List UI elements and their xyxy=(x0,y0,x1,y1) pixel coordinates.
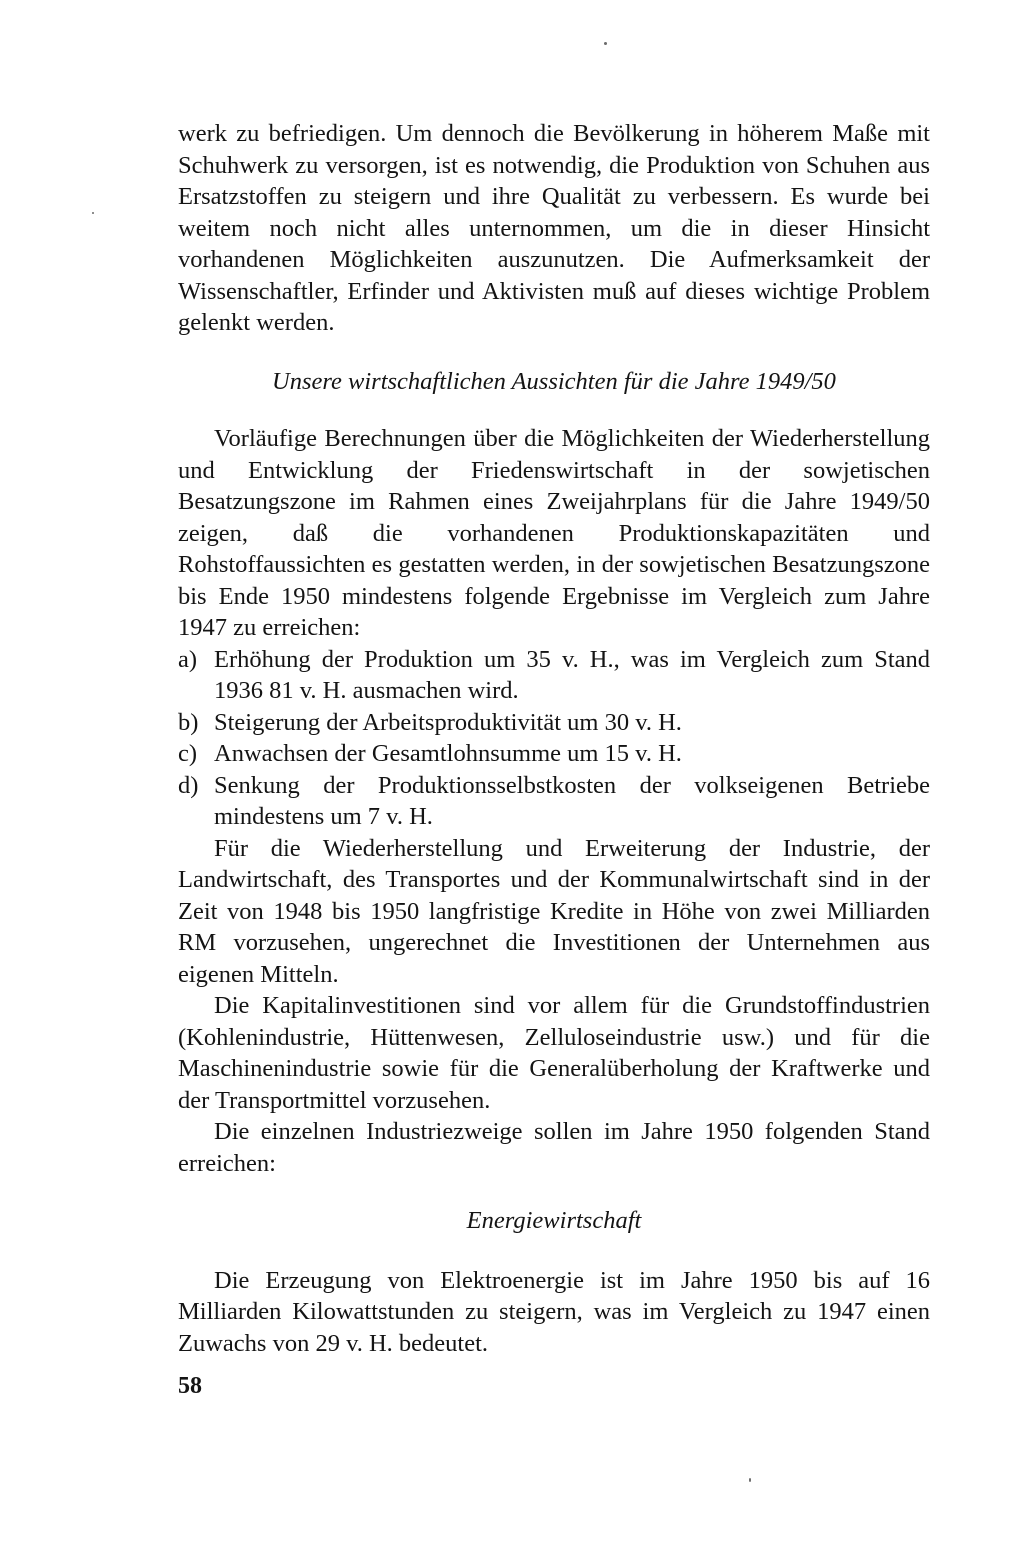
list-item xyxy=(178,707,930,739)
goals-list xyxy=(178,644,930,833)
list-item-text: Steigerung der Arbeitsproduktivität um 30 v. H. xyxy=(214,708,682,736)
paragraph-shoe-production: werk zu befriedigen. Um dennoch die Bevölkerung in höherem Maße mit Schuhwerk zu versorgen, ist es notwendig, die Produktion von Schuhen aus Ersatzstoffen zu steigern und ihre Qualität zu verbessern. Es wurde bei weitem noch nicht alles unternommen, um die in dieser Hinsicht vorhandenen Möglichkeiten auszunutzen. Die Aufmerksamkeit der Wissenschaftler, Erfinder und Aktivisten muß auf dieses wichtige Problem gelenkt werden. xyxy=(178,120,930,336)
paper-speck xyxy=(604,42,607,45)
list-item xyxy=(178,644,930,707)
paragraph-preliminary-calculations: Vorläufige Berechnungen über die Möglichkeiten der Wiederherstellung und Entwicklung der Friedenswirtschaft in der sowjetischen Besatzungszone im Rahmen eines Zweijahrplans für die Jahre 1949/50 zeigen, daß die vorhandenen Produktionskapazitäten und Rohstoffaussichten es gestatten werden, in der sowjetischen Besatzungszone bis Ende 1950 mindestens folgende Ergebnisse im Vergleich zum Jahre 1947 zu erreichen: xyxy=(178,425,930,641)
list-marker: a) xyxy=(178,645,198,673)
list-marker: d) xyxy=(178,771,199,799)
list-item xyxy=(178,738,930,770)
page-number: 58 xyxy=(178,1373,202,1399)
section-heading-energy: Energiewirtschaft xyxy=(466,1207,642,1234)
list-marker: b) xyxy=(178,708,199,736)
paper-speck xyxy=(92,212,94,214)
list-marker: c) xyxy=(178,740,198,767)
paper-speck xyxy=(749,1478,751,1482)
list-item xyxy=(178,770,930,833)
list-item-text: Erhöhung der Produktion um 35 v. H., was im Vergleich zum Stand 1936 81 v. H. ausmachen wird. xyxy=(214,645,930,704)
page-body xyxy=(178,118,930,1359)
paragraph-credits: Für die Wiederherstellung und Erweiterung der Industrie, der Landwirtschaft, des Transportes und der Kommunalwirtschaft sind in der Zeit von 1948 bis 1950 langfristige Kredite in Höhe von zwei Milliarden RM vorzusehen, ungerechnet die Investitionen der Unternehmen aus eigenen Mitteln. xyxy=(178,834,930,988)
paragraph-industry-branches: Die einzelnen Industriezweige sollen im Jahre 1950 folgenden Stand erreichen: xyxy=(178,1118,930,1177)
list-item-text: Senkung der Produktionsselbstkosten der volkseigenen Betriebe mindestens um 7 v. H. xyxy=(214,771,930,830)
paragraph-electric-energy: Die Erzeugung von Elektroenergie ist im Jahre 1950 bis auf 16 Milliarden Kilowattstunden zu steigern, was im Vergleich zu 1947 einen Zuwachs von 29 v. H. bedeutet. xyxy=(178,1266,930,1357)
section-heading-outlook: Unsere wirtschaftlichen Aussichten für die Jahre 1949/50 xyxy=(272,367,836,395)
list-item-text: Anwachsen der Gesamtlohnsumme um 15 v. H. xyxy=(214,740,682,767)
paragraph-capital-investments: Die Kapitalinvestitionen sind vor allem für die Grundstoffindustrien (Kohlenindustrie, Hüttenwesen, Zelluloseindustrie usw.) und für die Maschinenindustrie sowie für die Generalüberholung der Kraftwerke und der Transportmittel vorzusehen. xyxy=(178,992,930,1114)
